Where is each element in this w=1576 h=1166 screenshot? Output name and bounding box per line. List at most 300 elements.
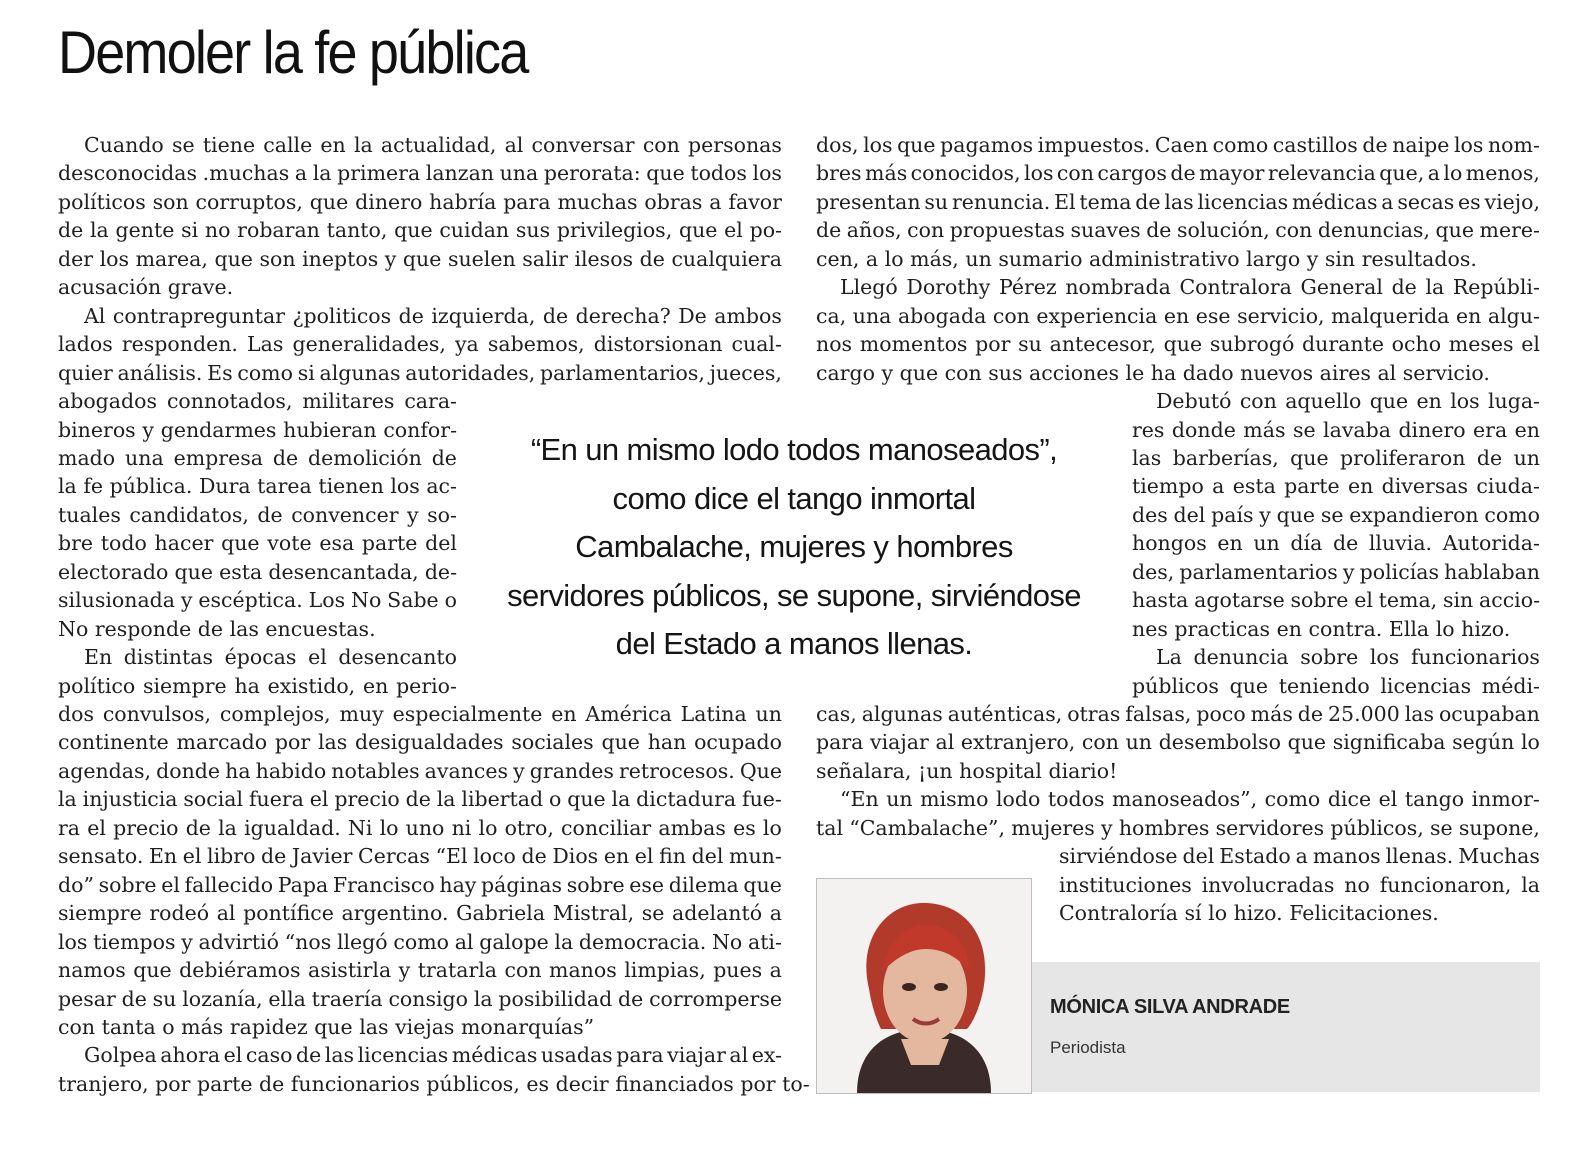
word: servidores [1215,815,1325,840]
word: practicas [1174,616,1271,641]
article-text-line [1132,615,1540,643]
word: agotarse [1194,588,1285,613]
word: el [223,1043,243,1068]
word: es [733,815,756,840]
word: del [691,844,724,869]
word: médicas [1292,189,1378,214]
word: Ella [1388,616,1430,641]
word: retrocesos. [618,758,735,783]
word: que [899,360,939,385]
word: funcionarios [290,1071,420,1096]
word: la [611,787,631,812]
word: los [1450,389,1480,414]
word: la [473,986,493,1011]
word: para [503,189,551,214]
word: funcionarios [1410,645,1540,670]
word: hongos [1132,531,1207,556]
word: No [351,588,382,613]
article-text-line [816,302,1540,330]
article-text-line [58,956,782,984]
word: antecesor, [1049,332,1156,357]
word: con [1056,161,1094,186]
word: lo [1208,901,1228,926]
word: contra. [1308,616,1383,641]
word: o [549,787,562,812]
word: que [1229,673,1269,698]
word: ha [1150,360,1177,385]
word: actualidad, [380,133,497,157]
word: Gabriela [456,901,546,926]
word: caso [245,1043,293,1068]
word: usadas [540,1043,613,1068]
word: los [752,161,782,186]
word: Cercas [358,844,430,869]
word: se [171,133,195,157]
word: sobre [1300,645,1359,670]
word: dice [1327,787,1372,812]
word: más, [910,246,959,271]
article-text-line [58,871,782,899]
word: La [1156,645,1182,670]
word: esta [1232,474,1276,499]
word: que [646,161,685,186]
word: ¡un [917,758,953,783]
word: meses [1448,332,1514,357]
word: ahora [160,1043,221,1068]
word: habido [255,758,327,783]
article-text-line [84,131,782,159]
word: país [1211,502,1254,527]
word: a [769,901,782,926]
article-text-line [58,814,782,842]
word: los [1454,133,1484,157]
word: tuales [58,502,121,527]
word: al [454,929,474,954]
word: complejos, [219,702,331,726]
word: algunas [861,702,943,726]
word: públicos [1132,673,1219,698]
article-text-line [58,558,457,586]
word: mayor [1199,161,1265,186]
word: y [384,246,397,271]
word: barberías, [1172,445,1279,470]
word: desconocidas [58,161,198,186]
article-text-line [816,728,1540,756]
word: relevancia [1267,161,1376,186]
word: las [359,1014,389,1039]
word: ocupaban [1438,702,1540,726]
article-text-line [58,529,457,557]
word: Mistral, [552,901,635,926]
word: presentan [816,189,921,214]
word: notables [331,758,420,783]
word: y [180,588,193,613]
article-text-line [58,586,457,614]
word: otro, [504,815,554,840]
article-text-line [58,159,782,187]
word: dado [1182,360,1234,385]
word: perorata: [543,161,641,186]
word: resultados. [1361,246,1477,271]
word: democracia. [578,929,707,954]
word: largo [1246,246,1301,271]
word: limpias, [624,958,706,983]
article-text-line [1059,842,1540,870]
word: hombres [1118,815,1210,840]
article-text-line [58,1013,782,1041]
word: que, [1379,161,1425,186]
word: ambos [714,303,782,328]
word: empresa [173,445,263,470]
word: “Cambalache”, [849,815,1006,840]
word: acusación [58,275,162,300]
word: ese [1195,303,1231,328]
word: esta [219,559,263,584]
word: escéptica. [198,588,303,613]
word: y [1306,246,1319,271]
word: galope [479,929,549,954]
word: a [1212,474,1225,499]
word: ¿politicos [292,303,392,328]
word: nos [816,332,853,357]
word: que [402,246,442,271]
word: nes [1132,616,1168,641]
word: los [99,246,130,271]
word: de [259,1071,285,1096]
word: primera [337,161,421,186]
word: dictadura [636,787,737,812]
word: jueces, [709,360,782,385]
article-text-line [58,842,782,870]
word: los [1024,161,1054,186]
word: de [1135,189,1161,214]
word: connotados, [166,389,293,414]
word: uno [405,815,445,840]
author-box [1032,962,1540,1092]
word: se [1292,417,1316,442]
word: ca, [816,303,847,328]
word: y [881,360,894,385]
word: a [1427,161,1440,186]
word: sus [515,218,551,243]
word: la [1425,275,1445,300]
word: le [1125,360,1145,385]
word: a [294,161,308,186]
word: Al [84,303,106,328]
word: adelantó [672,901,763,926]
word: la [58,474,77,499]
word: lodo [996,787,1041,812]
word: supone, [1458,815,1540,840]
word: continente [58,730,169,755]
word: fue- [742,787,782,812]
word: más [1250,702,1293,726]
word: policías [1359,559,1439,584]
word: muchas [557,189,638,214]
word: hospital [959,758,1042,783]
word: precio [113,815,179,840]
article-text-line [816,359,1540,387]
article-text-line [58,985,782,1013]
word: agendas, [58,758,152,783]
word: páginas [481,872,563,897]
word: sumario [998,246,1083,271]
word: a [865,246,879,271]
word: izquierda, [431,303,536,328]
article-text-line [816,245,1540,273]
word: cargo [816,360,875,385]
word: al [504,133,524,157]
article-text-line [58,387,457,415]
word: en [1416,389,1442,414]
word: un [755,702,782,726]
word: la [58,787,77,812]
word: por [155,1071,191,1096]
word: a [709,189,722,214]
word: accio- [1478,588,1540,613]
word: renuncia. [951,189,1051,214]
word: perio- [396,673,457,698]
word: po- [749,218,782,243]
word: con [58,1014,96,1039]
article-text-line [58,615,457,643]
word: de [1332,531,1359,556]
word: lados [58,332,113,357]
word: distintas [123,645,213,670]
word: político [58,673,136,698]
word: con [642,133,680,157]
word: y [1342,559,1355,584]
word: el [182,844,202,869]
word: que [601,730,640,755]
word: generalidades, [292,332,446,357]
article-text-line [1156,643,1540,671]
word: su [152,986,177,1011]
word: de- [424,559,457,584]
word: mujeres [1011,815,1095,840]
word: injusticia [82,787,178,812]
word: distorsionan [593,332,723,357]
word: Llegó [840,275,898,300]
word: el [1354,588,1373,613]
word: día [1290,531,1323,556]
word: pesar [58,986,116,1011]
word: sus [988,360,1023,385]
word: electorado [58,559,169,584]
word: hubieran [283,417,377,442]
word: tiempo [1132,474,1204,499]
word: loco [473,844,516,869]
word: impuestos. [1037,133,1151,157]
word: sensato. [58,844,144,869]
word: al [729,1043,749,1068]
word: candidatos, [129,502,249,527]
word: sobre [98,872,157,897]
word: Javier [291,844,353,869]
word: de [431,445,457,470]
article-text-line [58,245,782,273]
word: los [863,133,893,157]
word: como [1484,502,1540,527]
word: el [308,645,327,670]
word: por [274,730,311,755]
pull-quote-line: servidores públicos, se supone, sirviéndose [507,577,1081,613]
word: nom- [1487,133,1540,157]
word: médicas [451,1043,538,1068]
word: el [634,844,654,869]
word: que [1369,389,1409,414]
word: Golpea [84,1043,157,1068]
word: personas [688,133,782,157]
word: lo [762,815,782,840]
word: dos, [816,133,859,157]
word: los [390,474,420,499]
article-text-line [1132,558,1540,586]
word: y [1101,815,1113,840]
word: en [1163,303,1190,328]
word: a [1295,844,1308,869]
word: desencanto [338,645,457,670]
word: lavaba [1323,417,1391,442]
word: de [261,844,287,869]
word: es [1458,189,1481,214]
word: marea, [135,246,208,271]
word: de [197,616,224,641]
word: convencer [291,502,399,527]
author-photo [816,878,1032,1094]
word: conversar [531,133,635,157]
word: inmor- [1471,787,1540,812]
word: posibilidad [498,986,613,1011]
word: y [181,929,193,954]
word: de [405,787,431,812]
word: malquerida [1331,303,1450,328]
word: las [1404,702,1435,726]
word: Repúbli- [1452,275,1540,300]
word: manos [1312,844,1381,869]
article-text-line [1132,672,1540,700]
word: las [317,730,348,755]
word: calle [263,133,313,157]
word: bres [816,161,862,186]
word: en [551,702,577,726]
word: un [1513,445,1540,470]
word: fin [659,844,686,869]
word: más [181,1014,224,1039]
word: un [1253,531,1280,556]
word: corruptos, [195,189,303,214]
word: en [1456,303,1482,328]
word: bre [58,531,94,556]
word: sí [1184,901,1202,926]
word: bineros [58,417,136,442]
word: señalara, [816,758,912,783]
word: hizo. [1461,616,1511,641]
word: un [1125,730,1153,755]
word: sin [1442,588,1474,613]
word: mado [58,445,116,470]
word: públicos, [1330,815,1424,840]
word: ocho [1391,332,1442,357]
article-text-line [816,700,1540,728]
word: que [743,872,782,897]
word: cual- [731,332,782,357]
word: más [865,161,908,186]
word: para [816,730,864,755]
article-text-line [58,472,457,500]
word: la [554,929,574,954]
word: no [1344,872,1370,897]
word: En [84,645,113,670]
word: hasta [1132,588,1189,613]
word: diario! [1048,758,1118,783]
word: a [769,958,782,983]
word: todos [690,161,747,186]
word: de [257,502,283,527]
word: vote [267,531,312,556]
word: precio [334,787,400,812]
word: lluvia. [1368,531,1433,556]
word: de [185,815,211,840]
word: como [1264,787,1321,812]
word: involucradas [1201,872,1335,897]
word: mere- [1479,218,1540,243]
word: Sabe [387,588,439,613]
word: de [618,986,644,1011]
word: “En [840,787,879,812]
word: advirtió [198,929,279,954]
word: de [295,1043,322,1068]
word: lo [1435,616,1455,641]
word: donde [156,758,221,783]
word: y [398,958,411,983]
word: donde [1171,417,1236,442]
word: acciones [1029,360,1119,385]
word: do” [58,872,94,897]
word: de [272,445,299,470]
word: administrativo [1088,246,1240,271]
pull-quote-line: Cambalache, mujeres y hombres [575,529,1013,564]
word: ac- [426,474,457,499]
word: No [711,929,743,954]
word: llenas. [1385,844,1454,869]
word: de [1297,702,1324,726]
article-text-line [816,814,1540,842]
word: contrapreguntar [112,303,285,328]
word: silusionada [58,588,176,613]
word: pagamos [940,133,1034,157]
word: convulsos, [102,702,212,726]
word: dos [58,702,94,726]
word: sabemos, [487,332,585,357]
word: análisis. [117,360,203,385]
article-text-line [58,700,782,728]
article-text-line [58,785,782,813]
word: como [237,360,293,385]
word: del [425,531,457,556]
article-title: Demoler la fe pública [58,19,528,86]
word: América [585,702,672,726]
word: En [148,844,178,869]
article-text-line [58,1070,810,1098]
word: significaba [1332,730,1446,755]
word: desigualdades [355,730,504,755]
word: ex- [751,1043,782,1068]
word: un [886,787,913,812]
word: traería [311,986,383,1011]
word: en [320,133,346,157]
article-text-line [1132,586,1540,614]
